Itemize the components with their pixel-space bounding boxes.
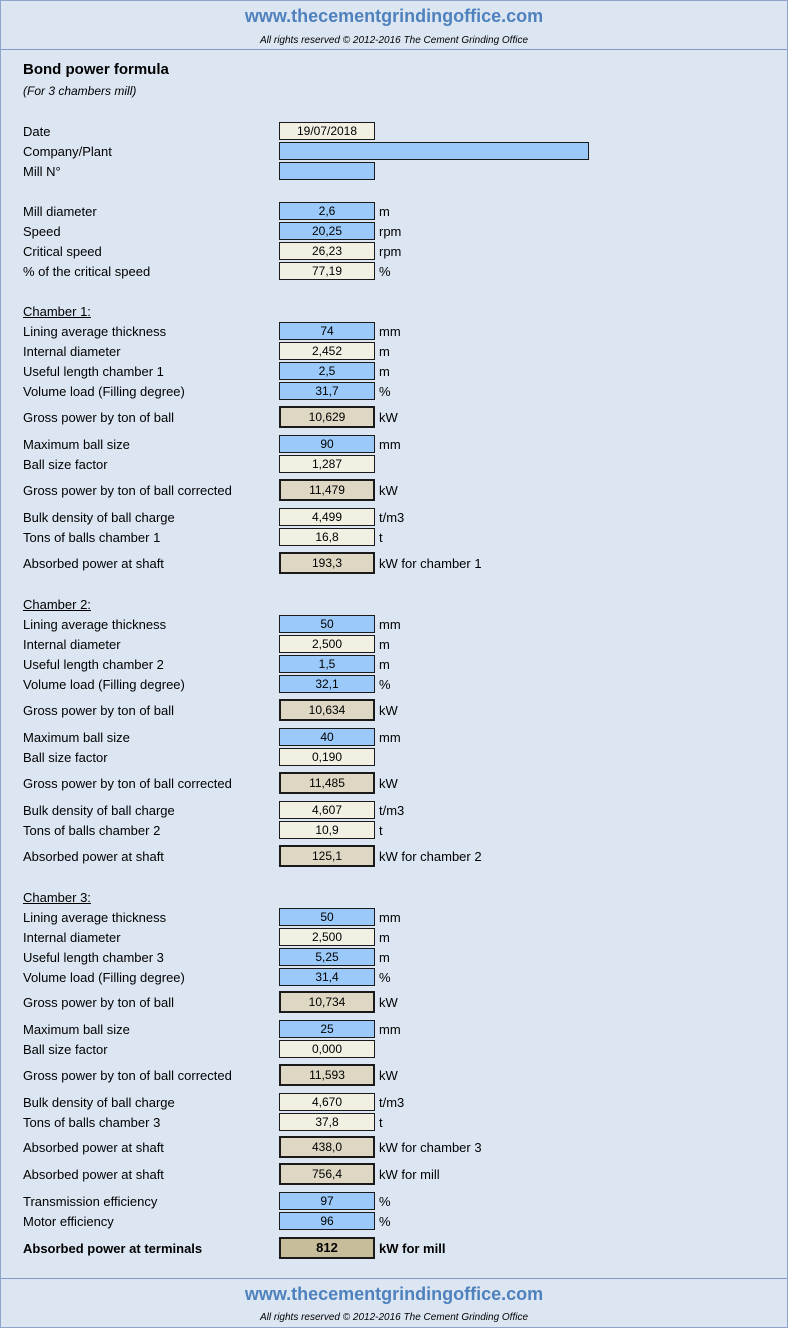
c1-unit-lining: mm	[379, 324, 401, 339]
motor-efficiency-field[interactable]: 96	[279, 1212, 375, 1230]
unit-transmission-efficiency: %	[379, 1194, 391, 1209]
rights-bottom: All rights reserved © 2012-2016 The Cement Grinding Office	[259, 1312, 529, 1323]
page-title: Bond power formula	[23, 61, 169, 78]
c3-internal-diameter-value: 2,500	[279, 928, 375, 946]
mill-diameter-field[interactable]: 2,6	[279, 202, 375, 220]
label-company-plant: Company/Plant	[23, 144, 112, 159]
c1-useful-length-field[interactable]: 2,5	[279, 362, 375, 380]
c1-volume-load-field[interactable]: 31,7	[279, 382, 375, 400]
c2-unit-max-ball-size: mm	[379, 730, 401, 745]
transmission-efficiency-field[interactable]: 97	[279, 1192, 375, 1210]
c3-gross-power-value: 10,734	[279, 991, 375, 1013]
c3-unit-max-ball-size: mm	[379, 1022, 401, 1037]
c2-gross-power-corrected-value: 11,485	[279, 772, 375, 794]
c1-unit-tons-of-balls: t	[379, 530, 383, 545]
c1-unit-max-ball-size: mm	[379, 437, 401, 452]
c3-unit-gross-power-corrected: kW	[379, 1068, 398, 1083]
c2-ball-size-factor-value: 0,190	[279, 748, 375, 766]
label-mill-diameter: Mill diameter	[23, 204, 97, 219]
c1-label-useful-length: Useful length chamber 1	[23, 364, 164, 379]
c3-unit-gross-power: kW	[379, 995, 398, 1010]
c2-label-gross-power: Gross power by ton of ball	[23, 703, 175, 718]
c1-label-ball-size-factor: Ball size factor	[23, 457, 108, 472]
date-field[interactable]: 19/07/2018	[279, 122, 375, 140]
c1-tons-of-balls-value: 16,8	[279, 528, 375, 546]
rights-top: All rights reserved © 2012-2016 The Cement Grinding Office	[259, 35, 529, 46]
mill-absorbed-power-value: 756,4	[279, 1163, 375, 1185]
c2-label-max-ball-size: Maximum ball size	[23, 730, 130, 745]
c3-unit-tons-of-balls: t	[379, 1115, 383, 1130]
c1-label-tons-of-balls: Tons of balls chamber 1	[23, 530, 161, 545]
c3-unit-internal-diameter: m	[379, 930, 390, 945]
c3-label-tons-of-balls: Tons of balls chamber 3	[23, 1115, 161, 1130]
c3-label-volume-load: Volume load (Filling degree)	[23, 970, 185, 985]
c1-unit-gross-power: kW	[379, 410, 398, 425]
c1-bulk-density-value: 4,499	[279, 508, 375, 526]
c2-internal-diameter-value: 2,500	[279, 635, 375, 653]
label-date: Date	[23, 124, 51, 139]
c1-label-volume-load: Volume load (Filling degree)	[23, 384, 185, 399]
mill-number-field[interactable]	[279, 162, 375, 180]
chamber-2-title: Chamber 2:	[23, 597, 91, 612]
label-transmission-efficiency: Transmission efficiency	[23, 1194, 158, 1209]
c2-tons-of-balls-value: 10,9	[279, 821, 375, 839]
c2-label-lining: Lining average thickness	[23, 617, 167, 632]
unit-mill-diameter: m	[379, 204, 390, 219]
c2-unit-tons-of-balls: t	[379, 823, 383, 838]
c3-unit-lining: mm	[379, 910, 401, 925]
c3-absorbed-power-value: 438,0	[279, 1136, 375, 1158]
label-pct-critical-speed: % of the critical speed	[23, 264, 151, 279]
c2-max-ball-size-field[interactable]: 40	[279, 728, 375, 746]
site-title-top[interactable]: www.thecementgrindingoffice.com	[244, 6, 544, 26]
c1-label-lining: Lining average thickness	[23, 324, 167, 339]
c2-label-gross-power-corrected: Gross power by ton of ball corrected	[23, 776, 232, 791]
c3-max-ball-size-field[interactable]: 25	[279, 1020, 375, 1038]
c2-unit-volume-load: %	[379, 677, 391, 692]
unit-pct-critical-speed: %	[379, 264, 391, 279]
c2-gross-power-value: 10,634	[279, 699, 375, 721]
label-mill-number: Mill N°	[23, 164, 61, 179]
company-plant-field[interactable]	[279, 142, 589, 160]
unit-mill-absorbed-power: kW for mill	[379, 1167, 440, 1182]
site-title-bottom[interactable]: www.thecementgrindingoffice.com	[244, 1284, 544, 1304]
c1-label-gross-power: Gross power by ton of ball	[23, 410, 175, 425]
c3-bulk-density-value: 4,670	[279, 1093, 375, 1111]
c2-unit-bulk-density: t/m3	[379, 803, 405, 818]
c3-label-useful-length: Useful length chamber 3	[23, 950, 164, 965]
c1-unit-absorbed-power: kW for chamber 1	[379, 556, 482, 571]
c3-useful-length-field[interactable]: 5,25	[279, 948, 375, 966]
power-at-terminals-value: 812	[279, 1237, 375, 1259]
c2-label-volume-load: Volume load (Filling degree)	[23, 677, 185, 692]
c1-lining-field[interactable]: 74	[279, 322, 375, 340]
unit-motor-efficiency: %	[379, 1214, 391, 1229]
c2-bulk-density-value: 4,607	[279, 801, 375, 819]
c2-unit-lining: mm	[379, 617, 401, 632]
label-power-at-terminals: Absorbed power at terminals	[23, 1241, 203, 1256]
c1-label-max-ball-size: Maximum ball size	[23, 437, 130, 452]
divider-top	[1, 49, 787, 50]
c1-internal-diameter-value: 2,452	[279, 342, 375, 360]
c1-unit-volume-load: %	[379, 384, 391, 399]
unit-speed: rpm	[379, 224, 402, 239]
c1-ball-size-factor-value: 1,287	[279, 455, 375, 473]
divider-bottom	[1, 1278, 787, 1279]
c2-unit-absorbed-power: kW for chamber 2	[379, 849, 482, 864]
c1-unit-internal-diameter: m	[379, 344, 390, 359]
c3-label-ball-size-factor: Ball size factor	[23, 1042, 108, 1057]
c1-unit-bulk-density: t/m3	[379, 510, 405, 525]
c3-label-lining: Lining average thickness	[23, 910, 167, 925]
c2-absorbed-power-value: 125,1	[279, 845, 375, 867]
unit-power-at-terminals: kW for mill	[379, 1241, 446, 1256]
c3-ball-size-factor-value: 0,000	[279, 1040, 375, 1058]
chamber-3-title: Chamber 3:	[23, 890, 91, 905]
c2-unit-useful-length: m	[379, 657, 390, 672]
c3-unit-bulk-density: t/m3	[379, 1095, 405, 1110]
c1-label-bulk-density: Bulk density of ball charge	[23, 510, 175, 525]
unit-critical-speed: rpm	[379, 244, 402, 259]
c2-lining-field[interactable]: 50	[279, 615, 375, 633]
page-subtitle: (For 3 chambers mill)	[23, 84, 137, 98]
c1-max-ball-size-field[interactable]: 90	[279, 435, 375, 453]
c2-volume-load-field[interactable]: 32,1	[279, 675, 375, 693]
chamber-1-title: Chamber 1:	[23, 304, 91, 319]
c2-label-useful-length: Useful length chamber 2	[23, 657, 164, 672]
label-mill-absorbed-power: Absorbed power at shaft	[23, 1167, 164, 1182]
label-critical-speed: Critical speed	[23, 244, 102, 259]
c1-unit-useful-length: m	[379, 364, 390, 379]
c3-lining-field[interactable]: 50	[279, 908, 375, 926]
c2-unit-gross-power: kW	[379, 703, 398, 718]
critical-speed-value: 26,23	[279, 242, 375, 260]
c3-label-absorbed-power: Absorbed power at shaft	[23, 1140, 164, 1155]
speed-field[interactable]: 20,25	[279, 222, 375, 240]
label-speed: Speed	[23, 224, 61, 239]
c3-label-gross-power-corrected: Gross power by ton of ball corrected	[23, 1068, 232, 1083]
c1-unit-gross-power-corrected: kW	[379, 483, 398, 498]
c2-label-absorbed-power: Absorbed power at shaft	[23, 849, 164, 864]
c1-label-gross-power-corrected: Gross power by ton of ball corrected	[23, 483, 232, 498]
label-motor-efficiency: Motor efficiency	[23, 1214, 114, 1229]
c3-tons-of-balls-value: 37,8	[279, 1113, 375, 1131]
c3-volume-load-field[interactable]: 31,4	[279, 968, 375, 986]
c1-label-internal-diameter: Internal diameter	[23, 344, 121, 359]
c1-gross-power-corrected-value: 11,479	[279, 479, 375, 501]
c3-unit-absorbed-power: kW for chamber 3	[379, 1140, 482, 1155]
c3-label-gross-power: Gross power by ton of ball	[23, 995, 175, 1010]
c1-gross-power-value: 10,629	[279, 406, 375, 428]
c1-label-absorbed-power: Absorbed power at shaft	[23, 556, 164, 571]
c3-gross-power-corrected-value: 11,593	[279, 1064, 375, 1086]
c2-label-internal-diameter: Internal diameter	[23, 637, 121, 652]
c2-label-tons-of-balls: Tons of balls chamber 2	[23, 823, 161, 838]
c1-absorbed-power-value: 193,3	[279, 552, 375, 574]
c2-unit-gross-power-corrected: kW	[379, 776, 398, 791]
c2-label-bulk-density: Bulk density of ball charge	[23, 803, 175, 818]
c2-useful-length-field[interactable]: 1,5	[279, 655, 375, 673]
c2-label-ball-size-factor: Ball size factor	[23, 750, 108, 765]
c3-label-internal-diameter: Internal diameter	[23, 930, 121, 945]
c3-label-max-ball-size: Maximum ball size	[23, 1022, 130, 1037]
c3-label-bulk-density: Bulk density of ball charge	[23, 1095, 175, 1110]
c3-unit-useful-length: m	[379, 950, 390, 965]
c3-unit-volume-load: %	[379, 970, 391, 985]
c2-unit-internal-diameter: m	[379, 637, 390, 652]
pct-critical-speed-value: 77,19	[279, 262, 375, 280]
